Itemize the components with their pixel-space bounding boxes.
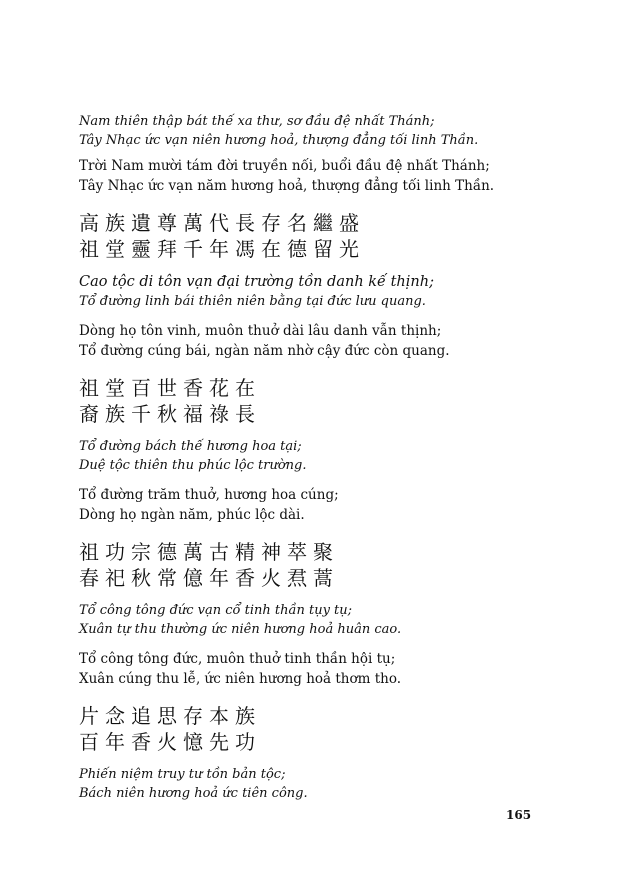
translation-line: Tây Nhạc ức vạn năm hương hoả, thượng đẳng tối linh Thần.: [79, 178, 495, 194]
transliteration-line: Bách niên hương hoả ức tiên công.: [79, 786, 308, 801]
han-line: 祖堂百世香花在: [79, 376, 261, 400]
couplet-1: [79, 112, 519, 196]
transliteration-line: Phiến niệm truy tư tồn bản tộc;: [79, 767, 286, 782]
couplet-4: [79, 539, 519, 689]
translation: [79, 649, 519, 689]
transliteration-line: Tổ đường bách thế hương hoa tại;: [79, 439, 302, 454]
transliteration-line: Duệ tộc thiên thu phúc lộc trường.: [79, 458, 307, 473]
han-line: 裔族千秋福祿長: [79, 402, 261, 426]
transliteration-line: Xuân tự thu thường ức niên hương hoả huân cao.: [79, 622, 402, 637]
translation-line: Tổ đường trăm thuở, hương hoa cúng;: [79, 487, 339, 503]
han-line: 百年香火憶先功: [79, 730, 261, 754]
translation-line: Dòng họ tôn vinh, muôn thuở dài lâu danh vẫn thịnh;: [79, 323, 442, 339]
transliteration: [79, 601, 519, 639]
transliteration-line: Tổ đường linh bái thiên niên bằng tại đức lưu quang.: [79, 294, 426, 309]
couplet-2: [79, 210, 519, 361]
han-line: 春祀秋常億年香火焄蒿: [79, 566, 339, 590]
translation: [79, 485, 519, 525]
han-characters: [79, 375, 519, 427]
han-characters: [79, 210, 519, 262]
couplet-5: [79, 703, 519, 803]
han-line: 片念追思存本族: [79, 704, 261, 728]
transliteration: [79, 272, 519, 292]
transliteration: [79, 437, 519, 475]
translation-line: Tổ công tông đức, muôn thuở tinh thần hội tụ;: [79, 651, 396, 667]
transliteration-line: Tổ công tông đức vạn cổ tinh thần tụy tụ;: [79, 603, 353, 618]
han-characters: [79, 539, 519, 591]
transliteration: [79, 112, 519, 150]
transliteration-line: Cao tộc di tôn vạn đại trường tồn danh kế thịnh;: [79, 274, 434, 290]
translation: [79, 321, 519, 361]
translation-line: Trời Nam mười tám đời truyền nối, buổi đầu đệ nhất Thánh;: [79, 158, 490, 174]
han-line: 高族遺尊萬代長存名繼盛: [79, 211, 365, 235]
transliteration-line: Nam thiên thập bát thế xa thư, sơ đầu đệ nhất Thánh;: [79, 114, 435, 129]
page-number: 165: [506, 808, 532, 822]
transliteration: [79, 765, 519, 803]
transliteration-line: Tây Nhạc ức vạn niên hương hoả, thượng đẳng tối linh Thần.: [79, 133, 479, 148]
translation-line: Dòng họ ngàn năm, phúc lộc dài.: [79, 507, 305, 523]
han-characters: [79, 703, 519, 755]
han-line: 祖功宗德萬古精神萃聚: [79, 540, 339, 564]
han-line: 祖堂靈拜千年馮在德留光: [79, 237, 365, 261]
document-page: [79, 112, 519, 803]
transliteration: [79, 292, 519, 311]
translation-line: Tổ đường cúng bái, ngàn năm nhờ cậy đức còn quang.: [79, 343, 450, 359]
translation: [79, 156, 519, 196]
couplet-3: [79, 375, 519, 525]
translation-line: Xuân cúng thu lễ, ức niên hương hoả thơm tho.: [79, 671, 402, 687]
